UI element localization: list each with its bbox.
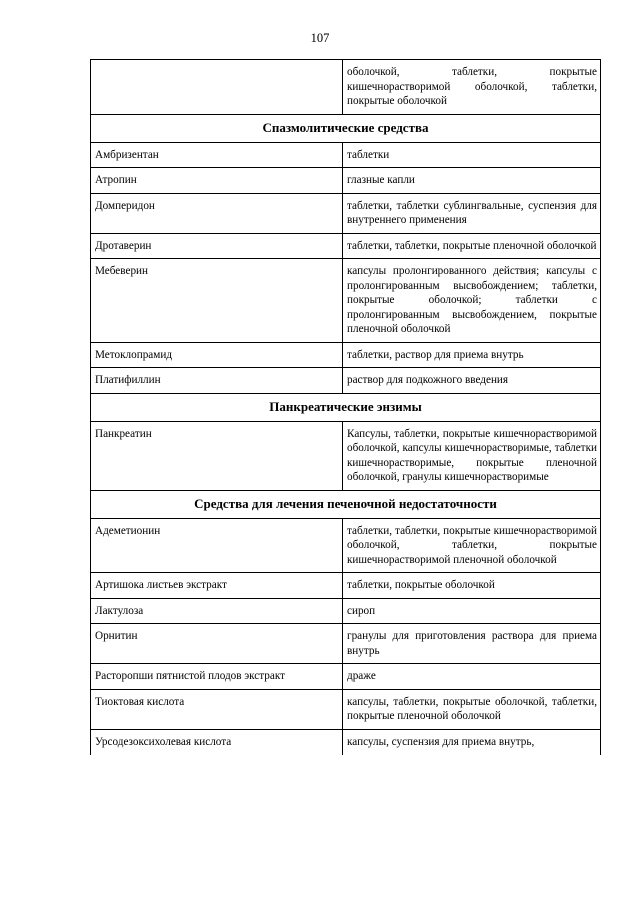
drug-name-cell: Расторопши пятнистой плодов экстракт bbox=[91, 664, 343, 690]
section-header-row bbox=[91, 490, 601, 518]
drug-name-cell: Мебеверин bbox=[91, 259, 343, 343]
dosage-form-cell: оболочкой, таблетки, покрытые кишечнорастворимой оболочкой, таблетки, покрытые оболочкой bbox=[343, 60, 601, 115]
drug-name-cell: Панкреатин bbox=[91, 421, 343, 490]
table-row bbox=[91, 342, 601, 368]
table-row bbox=[91, 598, 601, 624]
section-title: Средства для лечения печеночной недостаточности bbox=[91, 490, 601, 518]
dosage-form-cell: таблетки, таблетки, покрытые кишечнорастворимой оболочкой, таблетки, покрытые кишечнорастворимой пленочной оболочкой bbox=[343, 518, 601, 573]
dosage-form-cell: таблетки, раствор для приема внутрь bbox=[343, 342, 601, 368]
table-row bbox=[91, 624, 601, 664]
drug-name-cell: Орнитин bbox=[91, 624, 343, 664]
dosage-form-cell: раствор для подкожного введения bbox=[343, 368, 601, 394]
table-row bbox=[91, 573, 601, 599]
table-row bbox=[91, 729, 601, 755]
dosage-form-cell: капсулы пролонгированного действия; капсулы с пролонгированным высвобождением; таблетки, покрытые оболочкой; таблетки с пролонгированным высвобождением, покрытые пленочной оболочкой bbox=[343, 259, 601, 343]
table-row bbox=[91, 518, 601, 573]
section-header-row bbox=[91, 114, 601, 142]
drug-name-cell: Платифиллин bbox=[91, 368, 343, 394]
table-row bbox=[91, 60, 601, 115]
table-body bbox=[91, 60, 601, 756]
dosage-form-cell: драже bbox=[343, 664, 601, 690]
dosage-form-cell: глазные капли bbox=[343, 168, 601, 194]
drug-name-cell: Лактулоза bbox=[91, 598, 343, 624]
drug-name-cell: Адеметионин bbox=[91, 518, 343, 573]
dosage-form-cell: таблетки, таблетки, покрытые пленочной оболочкой bbox=[343, 233, 601, 259]
table-row bbox=[91, 193, 601, 233]
table-row bbox=[91, 421, 601, 490]
section-header-row bbox=[91, 393, 601, 421]
drug-name-cell: Урсодезоксихолевая кислота bbox=[91, 729, 343, 755]
drug-name-cell: Тиоктовая кислота bbox=[91, 689, 343, 729]
drug-name-cell: Метоклопрамид bbox=[91, 342, 343, 368]
dosage-form-cell: сироп bbox=[343, 598, 601, 624]
dosage-form-cell: таблетки bbox=[343, 142, 601, 168]
table-row bbox=[91, 142, 601, 168]
dosage-form-cell: таблетки, покрытые оболочкой bbox=[343, 573, 601, 599]
table-row bbox=[91, 689, 601, 729]
drug-forms-table bbox=[90, 59, 601, 755]
drug-name-cell: Амбризентан bbox=[91, 142, 343, 168]
drug-name-cell: Атропин bbox=[91, 168, 343, 194]
drug-name-cell bbox=[91, 60, 343, 115]
dosage-form-cell: Капсулы, таблетки, покрытые кишечнорастворимой оболочкой, капсулы кишечнорастворимые, таблетки кишечнорастворимые, покрытые пленочной оболочкой, гранулы кишечнорастворимые bbox=[343, 421, 601, 490]
table-row bbox=[91, 168, 601, 194]
table-row bbox=[91, 368, 601, 394]
drug-name-cell: Дротаверин bbox=[91, 233, 343, 259]
section-title: Панкреатические энзимы bbox=[91, 393, 601, 421]
drug-name-cell: Артишока листьев экстракт bbox=[91, 573, 343, 599]
dosage-form-cell: капсулы, суспензия для приема внутрь, bbox=[343, 729, 601, 755]
table-row bbox=[91, 233, 601, 259]
section-title: Спазмолитические средства bbox=[91, 114, 601, 142]
drug-name-cell: Домперидон bbox=[91, 193, 343, 233]
page-number: 107 bbox=[310, 31, 330, 45]
table-row bbox=[91, 259, 601, 343]
table-row bbox=[91, 664, 601, 690]
dosage-form-cell: таблетки, таблетки сублингвальные, суспензия для внутреннего применения bbox=[343, 193, 601, 233]
dosage-form-cell: гранулы для приготовления раствора для приема внутрь bbox=[343, 624, 601, 664]
dosage-form-cell: капсулы, таблетки, покрытые оболочкой, таблетки, покрытые пленочной оболочкой bbox=[343, 689, 601, 729]
